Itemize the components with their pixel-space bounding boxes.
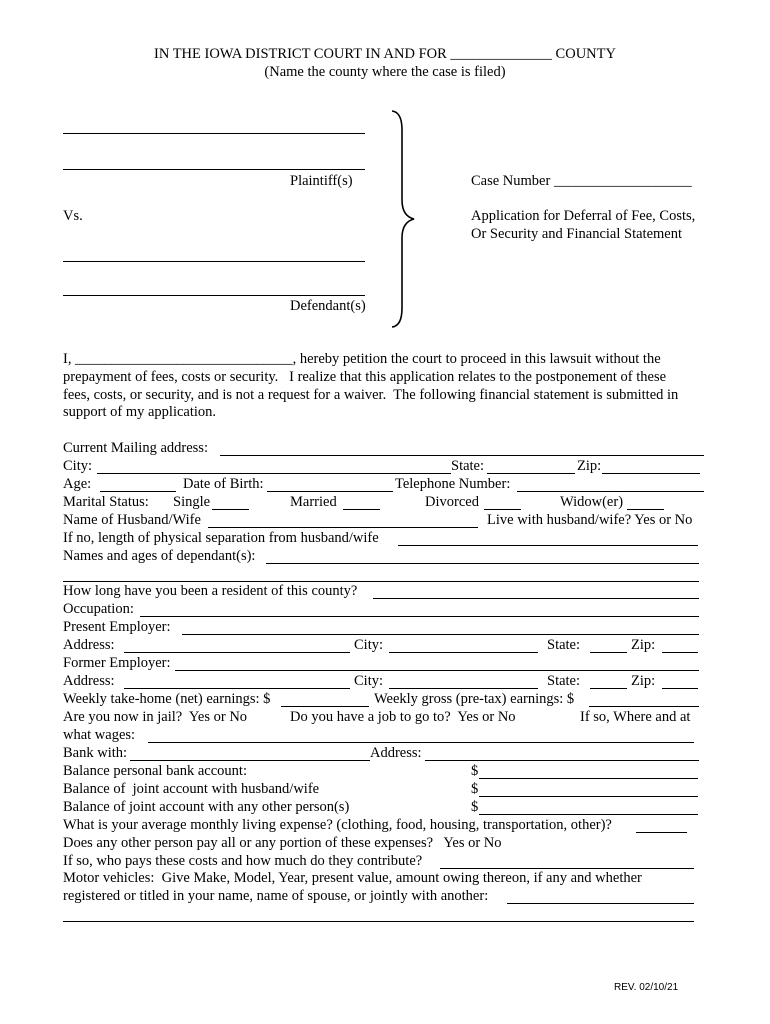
motor-vehicles-row bbox=[63, 869, 708, 887]
who-pays-label: If so, who pays these costs and how much do they contribute? bbox=[63, 853, 423, 869]
plaintiff-line-1[interactable] bbox=[63, 133, 365, 134]
mailing-address-field[interactable] bbox=[220, 455, 704, 456]
former-employer-field[interactable] bbox=[175, 670, 699, 671]
mailing-address-label: Current Mailing address: bbox=[63, 440, 212, 456]
former-zip-field[interactable] bbox=[662, 688, 698, 689]
occupation-label: Occupation: bbox=[63, 601, 138, 617]
resident-field[interactable] bbox=[373, 598, 699, 599]
bank-with-field[interactable] bbox=[130, 760, 370, 761]
telephone-field[interactable] bbox=[517, 491, 704, 492]
present-city-label: City: bbox=[354, 637, 387, 653]
age-field[interactable] bbox=[100, 491, 176, 492]
present-city-field[interactable] bbox=[389, 652, 538, 653]
zip-label: Zip: bbox=[577, 458, 602, 474]
former-city-label: City: bbox=[354, 673, 387, 689]
dob-label: Date of Birth: bbox=[183, 476, 264, 492]
job-to-go-question[interactable]: Do you have a job to go to? Yes or No bbox=[290, 709, 516, 725]
weekly-gross-label: Weekly gross (pre-tax) earnings: $ bbox=[374, 691, 575, 707]
dob-field[interactable] bbox=[267, 491, 393, 492]
registered-field-2[interactable] bbox=[63, 921, 694, 922]
case-number-label[interactable]: Case Number ___________________ bbox=[471, 173, 692, 189]
live-with-spouse-label[interactable]: Live with husband/wife? Yes or No bbox=[487, 512, 693, 528]
age-label: Age: bbox=[63, 476, 95, 492]
marital-status-row bbox=[63, 493, 708, 511]
bank-address-label: Address: bbox=[370, 745, 422, 761]
present-address-label: Address: bbox=[63, 637, 119, 653]
balance-joint-spouse-dollar: $ bbox=[471, 781, 479, 797]
present-zip-field[interactable] bbox=[662, 652, 698, 653]
court-title: IN THE IOWA DISTRICT COURT IN AND FOR ______________ COUNTY bbox=[154, 46, 616, 62]
intro-line-1: I, ______________________________, hereby petition the court to proceed in this lawsuit without the bbox=[63, 351, 661, 367]
application-title-2: Or Security and Financial Statement bbox=[471, 226, 683, 242]
defendant-line-2[interactable] bbox=[63, 295, 365, 296]
former-address-field[interactable] bbox=[124, 688, 350, 689]
city-label: City: bbox=[63, 458, 96, 474]
plaintiff-label: Plaintiff(s) bbox=[290, 173, 353, 189]
present-state-field[interactable] bbox=[590, 652, 627, 653]
vs-label: Vs. bbox=[63, 208, 83, 224]
spouse-name-field[interactable] bbox=[208, 527, 478, 528]
former-address-label: Address: bbox=[63, 673, 119, 689]
intro-line-3: fees, costs, or security, and is not a request for a waiver. The following financial statement is submitted in bbox=[63, 387, 679, 403]
city-field[interactable] bbox=[97, 473, 451, 474]
marital-status-label: Marital Status: bbox=[63, 494, 149, 510]
separation-field[interactable] bbox=[398, 545, 698, 546]
present-employer-field[interactable] bbox=[182, 634, 699, 635]
weekly-gross-field[interactable] bbox=[589, 706, 699, 707]
separation-label: If no, length of physical separation from husband/wife bbox=[63, 530, 383, 546]
what-wages-label: what wages: bbox=[63, 727, 139, 743]
intro-line-2: prepayment of fees, costs or security. I realize that this application relates to the postponement of these bbox=[63, 369, 667, 385]
where-and-at-label: If so, Where and at bbox=[580, 709, 691, 725]
balance-personal-label: Balance personal bank account: bbox=[63, 763, 247, 779]
defendant-label: Defendant(s) bbox=[290, 298, 366, 314]
divorced-option: Divorced bbox=[425, 494, 479, 510]
living-expense-row bbox=[63, 816, 708, 834]
present-state-label: State: bbox=[547, 637, 584, 653]
present-address-field[interactable] bbox=[124, 652, 350, 653]
telephone-label: Telephone Number: bbox=[395, 476, 511, 492]
county-note: (Name the county where the case is filed) bbox=[264, 64, 506, 80]
motor-vehicles-label: Motor vehicles: Give Make, Model, Year, present value, amount owing thereon, if any and whether bbox=[63, 870, 642, 886]
registered-label: registered or titled in your name, name of spouse, or jointly with another: bbox=[63, 888, 489, 904]
jail-row bbox=[63, 708, 708, 726]
balance-joint-other-dollar: $ bbox=[471, 799, 479, 815]
state-field[interactable] bbox=[487, 473, 575, 474]
former-state-field[interactable] bbox=[590, 688, 627, 689]
former-city-field[interactable] bbox=[389, 688, 538, 689]
weekly-net-label: Weekly take-home (net) earnings: $ bbox=[63, 691, 271, 707]
zip-field[interactable] bbox=[602, 473, 700, 474]
dependants-field[interactable] bbox=[266, 563, 699, 564]
widow-checkbox-line[interactable] bbox=[627, 509, 664, 510]
present-zip-label: Zip: bbox=[631, 637, 659, 653]
balance-joint-other-label: Balance of joint account with any other person(s) bbox=[63, 799, 350, 815]
application-title-1: Application for Deferral of Fee, Costs, bbox=[471, 208, 696, 224]
bank-with-label: Bank with: bbox=[63, 745, 128, 761]
defendant-line-1[interactable] bbox=[63, 261, 365, 262]
former-employer-label: Former Employer: bbox=[63, 655, 171, 671]
others-pay-question[interactable]: Does any other person pay all or any portion of these expenses? Yes or No bbox=[63, 835, 502, 851]
state-label: State: bbox=[451, 458, 485, 474]
divorced-checkbox-line[interactable] bbox=[484, 509, 521, 510]
intro-line-4: support of my application. bbox=[63, 404, 217, 420]
living-expense-label: What is your average monthly living expense? (clothing, food, housing, transportation, other)? bbox=[63, 817, 612, 833]
living-expense-field[interactable] bbox=[636, 832, 687, 833]
former-state-label: State: bbox=[547, 673, 584, 689]
what-wages-field[interactable] bbox=[148, 742, 694, 743]
occupation-field[interactable] bbox=[140, 616, 699, 617]
present-employer-label: Present Employer: bbox=[63, 619, 175, 635]
balance-joint-spouse-field[interactable] bbox=[479, 796, 698, 797]
others-pay-row bbox=[63, 834, 708, 852]
registered-field[interactable] bbox=[507, 903, 694, 904]
single-option: Single bbox=[173, 494, 211, 510]
balance-personal-dollar: $ bbox=[471, 763, 479, 779]
caption-brace-icon bbox=[388, 108, 418, 330]
former-zip-label: Zip: bbox=[631, 673, 659, 689]
dependants-label: Names and ages of dependant(s): bbox=[63, 548, 260, 564]
married-option: Married bbox=[290, 494, 337, 510]
married-checkbox-line[interactable] bbox=[343, 509, 380, 510]
balance-joint-other-field[interactable] bbox=[479, 814, 698, 815]
jail-question[interactable]: Are you now in jail? Yes or No bbox=[63, 709, 248, 725]
plaintiff-line-2[interactable] bbox=[63, 169, 365, 170]
balance-personal-field[interactable] bbox=[479, 778, 698, 779]
single-checkbox-line[interactable] bbox=[212, 509, 249, 510]
revision-label: REV. 02/10/21 bbox=[614, 982, 679, 993]
widow-option: Widow(er) bbox=[560, 494, 624, 510]
spouse-name-label: Name of Husband/Wife bbox=[63, 512, 201, 528]
balance-joint-spouse-label: Balance of joint account with husband/wife bbox=[63, 781, 320, 797]
resident-label: How long have you been a resident of this county? bbox=[63, 583, 361, 599]
bank-address-field[interactable] bbox=[425, 760, 699, 761]
weekly-net-field[interactable] bbox=[281, 706, 369, 707]
